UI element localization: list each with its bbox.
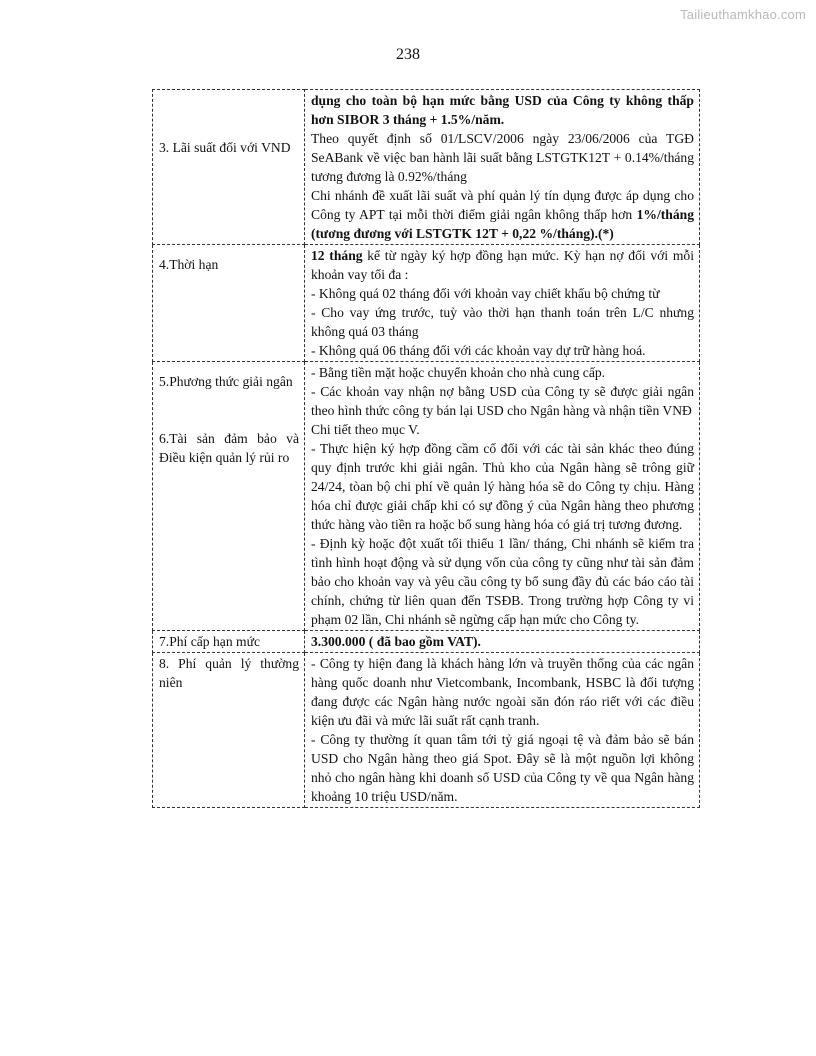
loan-terms-table bbox=[152, 89, 700, 808]
table-row bbox=[153, 362, 700, 631]
paragraph bbox=[311, 186, 694, 243]
paragraph-text: Chi nhánh đề xuất lãi suất và phí quản lý tín dụng được áp dụng cho Công ty APT tại mỗi thời điểm giải ngân không thấp hơn bbox=[311, 188, 694, 222]
paragraph: - Không quá 02 tháng đối với khoản vay chiết khấu bộ chứng từ bbox=[311, 286, 660, 301]
paragraph: - Các khoản vay nhận nợ bằng USD của Công ty sẽ được giải ngân theo hình thức công ty bán lại USD cho Ngân hàng và nhận tiền VNĐ bbox=[311, 384, 694, 418]
paragraph: - Không quá 06 tháng đối với các khoản vay dự trữ hàng hoá. bbox=[311, 343, 646, 358]
row-content-cell bbox=[305, 245, 700, 362]
row-label: 3. Lãi suất đối với VND bbox=[159, 140, 291, 155]
paragraph: - Công ty thường ít quan tâm tới tỷ giá ngoại tệ và đảm bảo sẽ bán USD cho Ngân hàng theo giá Spot. Đây sẽ là một nguồn lợi không nhỏ cho ngân hàng khi doanh số USD của Công ty về qua Ngân hàng khoảng 10 triệu USD/năm. bbox=[311, 732, 694, 804]
row-content-cell bbox=[305, 631, 700, 653]
paragraph: Theo quyết định số 01/LSCV/2006 ngày 23/06/2006 của TGĐ SeABank về việc ban hành lãi suất bằng LSTGTK12T + 0.14%/tháng tương đương là 0.92%/tháng bbox=[311, 131, 694, 184]
row-label: 7.Phí cấp hạn mức bbox=[159, 634, 260, 649]
watermark: Tailieuthamkhao.com bbox=[680, 7, 806, 22]
row-label: 5.Phương thức giải ngân bbox=[159, 374, 293, 389]
paragraph: - Thực hiện ký hợp đồng cầm cố đối với các tài sản khác theo đúng quy định trước khi giải ngân. Thủ kho của Ngân hàng sẽ trông giữ 24/24, tòan bộ chi phí về quản lý hàng hóa sẽ do Công ty chịu. Hàng hóa chỉ được giải chấp khi có sự đồng ý của Ngân hàng theo phương thức hàng vào tiền ra hoặc bổ sung hàng hóa có giá trị tương đương. bbox=[311, 441, 694, 532]
paragraph bbox=[311, 246, 694, 284]
row-label-cell bbox=[153, 90, 305, 245]
paragraph: - Định kỳ hoặc đột xuất tối thiểu 1 lần/ tháng, Chi nhánh sẽ kiểm tra tình hình hoạt động và sử dụng vốn của công ty cũng như tài sản đảm bảo cho khoản vay và yêu cầu công ty bổ sung đầy đủ các báo cáo tài chính, chứng từ liên quan đến TSĐB. Trong trường hợp Công ty vi phạm 02 lần, Chi nhánh sẽ ngừng cấp hạn mức cho Công ty. bbox=[311, 536, 694, 627]
row-label-cell bbox=[153, 653, 305, 808]
row-content-cell bbox=[305, 653, 700, 808]
row-label-cell bbox=[153, 362, 305, 631]
table-row bbox=[153, 631, 700, 653]
paragraph: - Cho vay ứng trước, tuỳ vào thời hạn thanh toán trên L/C nhưng không quá 03 tháng bbox=[311, 305, 694, 339]
table-row bbox=[153, 90, 700, 245]
paragraph: dụng cho toàn bộ hạn mức bằng USD của Công ty không thấp hơn SIBOR 3 tháng + 1.5%/năm. bbox=[311, 93, 694, 127]
table-row bbox=[153, 245, 700, 362]
row-label: 4.Thời hạn bbox=[159, 257, 219, 272]
table-row bbox=[153, 653, 700, 808]
paragraph: - Công ty hiện đang là khách hàng lớn và truyền thống của các ngân hàng quốc doanh như Vietcombank, Incombank, HSBC là đối tượng đang được các Ngân hàng nước ngoài săn đón ráo riết với các điều kiện ưu đãi và mức lãi suất rất cạnh tranh. bbox=[311, 656, 694, 728]
paragraph-bold: 12 tháng bbox=[311, 248, 363, 263]
row-label-cell bbox=[153, 631, 305, 653]
paragraph: - Bằng tiền mặt hoặc chuyển khoản cho nhà cung cấp. bbox=[311, 365, 606, 380]
paragraph: Chi tiết theo mục V. bbox=[311, 422, 420, 437]
row-content-cell bbox=[305, 90, 700, 245]
row-label: 8. Phí quản lý thường niên bbox=[159, 656, 299, 690]
row-label: 6.Tài sản đảm bảo và Điều kiện quản lý rủi ro bbox=[159, 431, 299, 465]
row-content-cell bbox=[305, 362, 700, 631]
page-number: 238 bbox=[396, 46, 420, 63]
paragraph-text: kể từ ngày ký hợp đồng hạn mức. Kỳ hạn nợ đối với mỗi khoản vay tối đa : bbox=[311, 248, 694, 282]
paragraph: 3.300.000 ( đã bao gồm VAT). bbox=[311, 634, 481, 649]
row-label-cell bbox=[153, 245, 305, 362]
paragraph-bold: 1%/tháng (tương đương với LSTGTK 12T + 0,22 %/tháng).(*) bbox=[311, 207, 694, 241]
